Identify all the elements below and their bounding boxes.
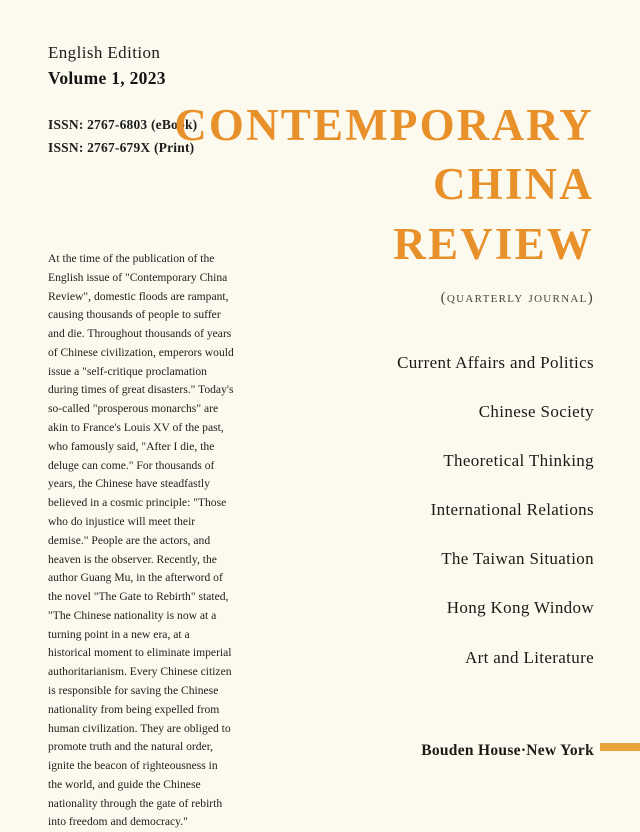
- editorial-paragraph: At the time of the publication of the English issue of "Contemporary China Review", domestic floods are rampant, causing thousands of people to suffer and die. Throughout thousands of years of Chinese civilization, emperors would issue a "self-critique proclamation during times of great disasters." Today's so-called "prosperous monarchs" are akin to France's Louis XV of the past, who famously said, "After I die, the deluge can come." For thousands of years, the Chinese have steadfastly believed in a cosmic principle: "Those who do injustice will meet their demise." People are the actors, and heaven is the observer. Recently, the author Guang Mu, in the afterword of the novel "The Gate to Rebirth" stated, "The Chinese nationality is now at a turning point in a new era, at a historical moment to eliminate imperial authoritarianism. Every Chinese citizen is responsible for saving the Chinese nationality from being expelled from human civilization. They are obliged to promote truth and the natural order, ignite the beacon of righteousness in the world, and guide the Chinese nationality through the gate of rebirth into freedom and democracy.": [48, 252, 234, 829]
- section-item-hong-kong-window: Hong Kong Window: [446, 598, 594, 618]
- title-line-1: CONTEMPORARY: [174, 100, 594, 150]
- volume-label: Volume 1, 2023: [48, 67, 166, 88]
- issn-ebook: ISSN: 2767-6803 (eBook): [48, 116, 198, 132]
- section-item-international-relations: International Relations: [430, 500, 594, 520]
- section-item-taiwan-situation: The Taiwan Situation: [441, 549, 594, 569]
- section-item-chinese-society: Chinese Society: [478, 402, 594, 422]
- section-list: [264, 352, 594, 669]
- section-item-art-and-literature: Art and Literature: [464, 647, 594, 667]
- section-item-current-affairs: Current Affairs and Politics: [397, 353, 594, 372]
- accent-bar: [600, 743, 640, 751]
- edition-label: English Edition: [48, 43, 161, 62]
- journal-subtitle: (quarterly journal): [440, 290, 594, 307]
- section-item-theoretical-thinking: Theoretical Thinking: [443, 451, 594, 471]
- publisher-name: Bouden House·New York: [421, 742, 594, 759]
- title-line-2: CHINA: [432, 159, 594, 210]
- journal-title: [174, 96, 594, 307]
- issn-print: ISSN: 2767-679X (Print): [48, 139, 195, 155]
- title-line-3: REVIEW: [393, 218, 594, 269]
